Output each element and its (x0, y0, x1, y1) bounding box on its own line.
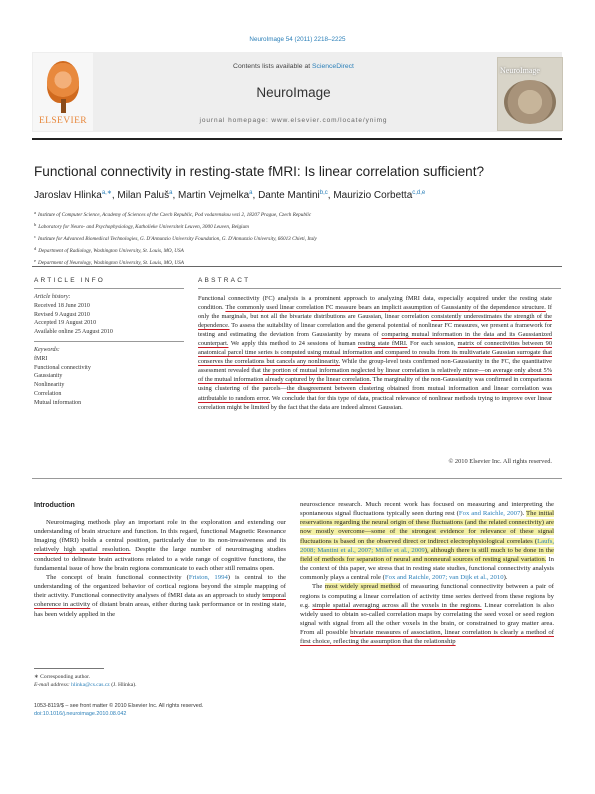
affiliation-mark: b (34, 222, 37, 228)
contents-prefix: Contents lists available at (233, 63, 313, 70)
affiliation-text: Institute for Advanced Biomedical Technologies, G. D'Annunzio University Foundation, G. D'Annunzio University, 66013 Chieti, Italy (38, 236, 317, 243)
header-rule (32, 138, 562, 140)
affiliation-mark: e (34, 258, 36, 264)
footnote-mark: ∗ (34, 674, 39, 680)
email-label: E-mail address: (34, 682, 70, 688)
abstract-annotated-sentence: the portion of mutual information neglected by linear correlation is relatively minor—on average only about 5% of the mutual information already captured by the linear correlation. (198, 367, 552, 384)
annotated-text: simple spatial averaging across all the voxels in the regions. (312, 601, 482, 609)
citation-link[interactable]: Fox and Raichle, 2007; van Dijk et al., 2010 (384, 574, 504, 582)
abstract-sentence: To assess the suitability of linear correlation and the general potential of nonlinear FC measures, we present a framework for testing and estimating the deviation from Gaussianity by means of (198, 322, 552, 339)
abstract-sentence: For each session, (409, 340, 458, 348)
affiliation-text: Laboratory for Neuro- and Psychophysiology, Katholieke Universiteit Leuven, 3000 Leuven, Belgium (38, 224, 249, 231)
author-marks[interactable]: a,∗ (101, 190, 112, 196)
abstract-sentence: We apply this method to 24 sessions of human (230, 340, 359, 348)
author-name[interactable]: Jaroslav Hlinka (34, 190, 102, 201)
text-run: neuroscience research. Much recent work has focused on measuring and interpreting the spontaneous signal fluctuations typically seen during rest ( (300, 501, 554, 518)
sciencedirect-link[interactable]: ScienceDirect (312, 63, 354, 70)
author-marks[interactable]: a (249, 190, 253, 196)
citation-link[interactable]: Laufs, 2008; Mantini et al., 2007; Miller et al., 2009 (300, 537, 554, 554)
footnote-line (34, 681, 286, 689)
affiliation (34, 220, 564, 232)
affiliation (34, 244, 564, 256)
author-marks[interactable]: c,d,e (412, 190, 426, 196)
affiliation-mark: d (34, 246, 37, 252)
abstract-annotated-sentence: consistently underestimates the strength of the dependence. (198, 313, 552, 330)
publisher-name: ELSEVIER (38, 116, 88, 126)
doi-link[interactable]: doi:10.1016/j.neuroimage.2010.08.042 (34, 711, 127, 717)
text-run: The (312, 583, 325, 591)
abstract-sentence: The marginality of the non-Gaussianity was confirmed in comparisons using clustering of the parcels— (198, 376, 552, 393)
corresponding-author-footnote (34, 673, 286, 689)
paragraph (34, 518, 286, 573)
abstract-annotated-sentence: resting state fMRI. (358, 340, 408, 348)
paragraph (34, 573, 286, 619)
affiliation (34, 208, 564, 220)
citation-link[interactable]: Friston, 1994 (188, 573, 228, 581)
author-marks[interactable]: b,c (319, 190, 328, 196)
footnote-rule (34, 668, 104, 669)
introduction-heading: Introduction (34, 502, 75, 509)
author-name[interactable]: Milan Paluš (117, 190, 170, 201)
section-rule (32, 266, 562, 267)
abstract-rule (198, 288, 561, 289)
journal-cover-thumbnail[interactable] (497, 57, 563, 131)
keyword: Mutual information (34, 399, 82, 406)
annotated-text: relatively high spatial resolution. (34, 546, 131, 554)
elsevier-logo[interactable] (33, 53, 93, 131)
annotated-text: temporal coherence in activity (34, 592, 286, 609)
abstract-heading: ABSTRACT (198, 277, 251, 284)
text-run: The concept of brain functional connectivity ( (46, 573, 189, 581)
text-run: ). (503, 574, 508, 582)
brain-image-icon (504, 80, 556, 124)
history-item: Revised 9 August 2010 (34, 311, 90, 318)
paragraph (300, 500, 554, 582)
issn-line: 1053-8119/$ – see front matter © 2010 Elsevier Inc. All rights reserved. (34, 703, 204, 709)
abstract-sentence: While the group-level tests confirmed non-Gaussianity in the FC, the quantitative assessment revealed that (198, 358, 552, 375)
email-suffix: (J. Hlinka). (109, 682, 137, 688)
keyword: Correlation (34, 390, 62, 397)
history-item: Available online 25 August 2010 (34, 329, 113, 336)
contents-line (100, 63, 487, 70)
author-name[interactable]: Martin Vejmelka (178, 190, 250, 201)
text-run: Neuroimaging methods play an important role in the exploration and extending our understanding of brain structure and function. In this regard, functional Magnetic Resonance Imaging (fMRI) holds a central position, particularly due to its non-invasiveness and its (34, 519, 286, 545)
abstract-sentence: We conclude that for this type of data, practical relevance of nonlinear methods trying to improve over linear correlation might be limited by the fact that the data are indeed almost Gaussian. (198, 394, 552, 411)
left-column-text (34, 518, 286, 619)
citation-link[interactable]: Fox and Raichle, 2007 (458, 510, 521, 518)
author-marks[interactable]: a (169, 190, 173, 196)
keyword: Functional connectivity (34, 364, 91, 371)
keyword: Gaussianity (34, 373, 63, 380)
history-item: Accepted 19 August 2010 (34, 320, 97, 327)
highlighted-text: ), although there is still much to be done in the field of methods for separation of neural and nonneural sources of resting signal variation. (300, 546, 554, 563)
article-info-heading: ARTICLE INFO (34, 277, 106, 284)
history-label: Article history: (34, 294, 71, 300)
keywords-rule (34, 341, 184, 342)
body-rule (32, 478, 562, 479)
journal-reference[interactable]: NeuroImage 54 (2011) 2218–2225 (249, 36, 346, 43)
copyright-notice: © 2010 Elsevier Inc. All rights reserved. (448, 458, 552, 465)
affiliation-mark: c (34, 234, 36, 240)
elsevier-tree-icon (47, 61, 79, 103)
text-run: ) is central to the understanding of the organized behavior of cortical regions beyond the simple mapping of their activity. Functional connectivity analyses of fMRI data as an approach to study (34, 573, 286, 600)
email-link[interactable]: hlinka@cs.cas.cz (71, 682, 110, 688)
affiliation-text: Department of Radiology, Washington University, St. Louis, MO, USA (38, 248, 184, 255)
text-run: of distant brain areas, either during task performance or in resting state, has been widely applied in the (34, 601, 287, 618)
article-history (34, 293, 184, 337)
tree-trunk-icon (61, 99, 66, 113)
affiliation-text: Department of Neurology, Washington University, St. Louis, MO, USA (38, 260, 184, 267)
keyword: Nonlinearity (34, 382, 65, 389)
journal-homepage[interactable]: journal homepage: www.elsevier.com/locate/ynimg (199, 117, 388, 124)
highlighted-text: most widely spread method (324, 583, 401, 591)
keywords (34, 346, 184, 408)
highlighted-text: The initial reservations regarding the neural origin of these fluctuations (and the related connectivity) are now mostly overcome—some of the strongest evidence for relevance of these signal fluctuations is based on the observed direct or indirect electrophysiological correlates ( (300, 510, 554, 545)
article-info-rule (34, 288, 184, 289)
affiliations (34, 208, 564, 268)
author-name[interactable]: Dante Mantini (258, 190, 320, 201)
text-run: In the context of this paper, we stress that in resting state studies, functional connectivity analysis commonly plays a central role ( (300, 555, 554, 582)
affiliation-mark: a (34, 210, 36, 215)
annotated-text: bivariate measures of association, linear correlation is clearly a method of first choice, reflecting the assumption that the relationship (300, 629, 554, 646)
abstract-annotated-sentence: The commonly used linear correlation FC measure bears an implicit assumption of Gaussianity of the dependence structure. (225, 304, 546, 312)
text-run: Despite the large number of neuroimaging studies conducted to delineate brain activations related to a wide range of cognitive functions, the fundamental issue of how the brain regions communicate to each other still remains open. (34, 546, 286, 572)
affiliation (34, 232, 564, 244)
cover-title: NeuroImage (500, 66, 540, 75)
abstract-annotated-sentence: comparing mutual information in the data and its Gaussianized counterpart. (198, 331, 552, 348)
history-item: Received 18 June 2010 (34, 302, 90, 309)
issn-block (34, 702, 334, 718)
footnote-text: Corresponding author. (40, 674, 91, 680)
text-run: of measuring functional connectivity between a pair of regions is computing a linear correlation of activity time series derived from these regions by e.g. (300, 583, 554, 609)
abstract-sentence: Functional connectivity (FC) analysis is a prominent approach to analyzing fMRI data, especially acquired under the resting state condition. (198, 295, 552, 312)
text-run: ). (520, 510, 527, 518)
author-list: Jaroslav Hlinka$^{a,∗}$, Milan Paluš$^a$, Martin Vejmelka$^a$, Dante Mantini$^{b,c}$, Maurizio Corbetta$^{c,d,e}$ (34, 190, 426, 201)
abstract-annotated-sentence: the disagreement between clustering obtained from mutual information and linear correlation was attributable to random error. (198, 385, 552, 402)
footnote-line (34, 673, 286, 681)
right-column-text (300, 500, 554, 647)
keyword: fMRI (34, 355, 48, 362)
affiliation-text: Institute of Computer Science, Academy of Sciences of the Czech Republic, Pod vodarenskou vezi 2, 18207 Prague, Czech Republic (38, 212, 312, 218)
journal-name: NeuroImage (256, 85, 331, 100)
keywords-label: Keywords: (34, 347, 60, 353)
abstract-sentence: If only the marginals, but not all the bivariate distributions are Gaussian, linear correlation (198, 304, 552, 321)
abstract-annotated-sentence: matrix of connectivities between 90 anatomical parcel time series is computed using mutual information and compared to results from its multivariate Gaussian surrogate that conserves the correlations but cancels any nonlinearity. (198, 340, 552, 366)
author-name[interactable]: Maurizio Corbetta (333, 190, 413, 201)
paragraph (300, 582, 554, 646)
abstract-body (198, 294, 552, 412)
text-run: Linear correlation is also widely used to obtain so-called correlation maps by correlating the seed voxel or seed region signal with signal from all the other voxels in the brain, or constrained to gray matter area. From all possible (300, 601, 554, 637)
article-title: Functional connectivity in resting-state fMRI: Is linear correlation sufficient? (34, 164, 485, 179)
